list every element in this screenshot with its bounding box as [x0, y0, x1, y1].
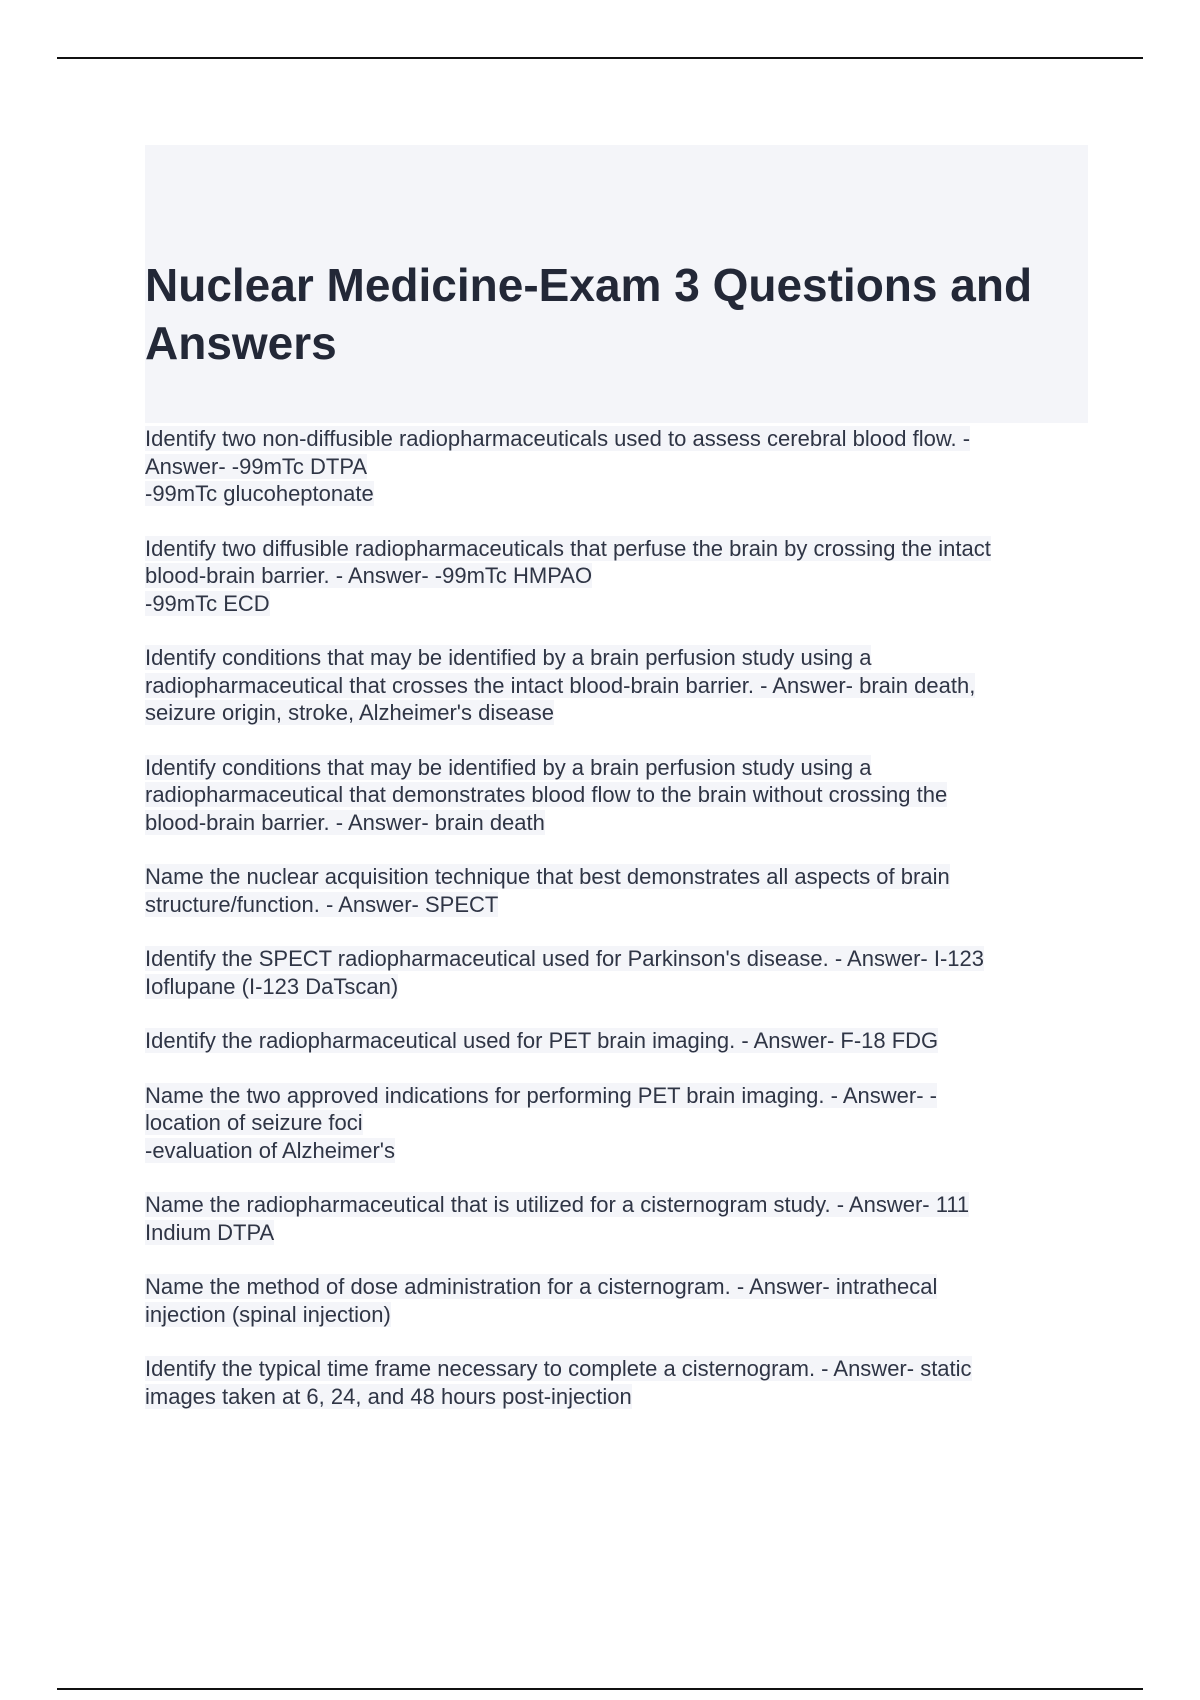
qa-line: Identify two diffusible radiopharmaceuticals that perfuse the brain by crossing the intact [145, 535, 991, 561]
qa-item [145, 863, 1085, 918]
qa-item [145, 1191, 1085, 1246]
top-rule [57, 57, 1143, 59]
qa-item [145, 535, 1085, 618]
title-block [145, 145, 1088, 423]
qa-line: Ioflupane (I-123 DaTscan) [145, 973, 399, 999]
qa-item [145, 945, 1085, 1000]
qa-line: seizure origin, stroke, Alzheimer's disease [145, 700, 554, 725]
qa-line: Name the two approved indications for performing PET brain imaging. - Answer- - [145, 1082, 937, 1108]
qa-list [145, 425, 1085, 1410]
qa-line: structure/function. - Answer- SPECT [145, 891, 499, 917]
qa-item [145, 1273, 1085, 1328]
qa-line: Name the method of dose administration for a cisternogram. - Answer- intrathecal [145, 1274, 938, 1299]
qa-line: Identify the SPECT radiopharmaceutical used for Parkinson's disease. - Answer- I-123 [145, 946, 984, 971]
qa-item [145, 644, 1085, 727]
qa-line: Identify conditions that may be identified by a brain perfusion study using a [145, 645, 872, 670]
qa-line: images taken at 6, 24, and 48 hours post-injection [145, 1383, 632, 1409]
qa-line: blood-brain barrier. - Answer- brain death [145, 809, 545, 835]
qa-line: Indium DTPA [145, 1219, 275, 1245]
qa-item [145, 1082, 1085, 1165]
qa-line: -99mTc glucoheptonate [145, 481, 374, 506]
qa-line: Name the radiopharmaceutical that is utilized for a cisternogram study. - Answer- 111 [145, 1192, 970, 1217]
qa-item [145, 754, 1085, 837]
qa-line: Answer- -99mTc DTPA [145, 453, 368, 479]
qa-line: Identify the radiopharmaceutical used for PET brain imaging. - Answer- F-18 FDG [145, 1028, 939, 1053]
qa-line: -99mTc ECD [145, 590, 270, 616]
qa-line: location of seizure foci [145, 1110, 363, 1135]
qa-line: Name the nuclear acquisition technique that best demonstrates all aspects of brain [145, 864, 950, 889]
qa-item [145, 1355, 1085, 1410]
qa-line: Identify two non-diffusible radiopharmaceuticals used to assess cerebral blood flow. - [145, 426, 971, 451]
qa-line: Identify conditions that may be identified by a brain perfusion study using a [145, 754, 872, 780]
document-title: Nuclear Medicine-Exam 3 Questions and Answers [145, 259, 1033, 369]
bottom-rule [57, 1688, 1143, 1690]
qa-line: injection (spinal injection) [145, 1301, 391, 1327]
qa-line: radiopharmaceutical that crosses the intact blood-brain barrier. - Answer- brain death, [145, 672, 976, 698]
qa-line: radiopharmaceutical that demonstrates blood flow to the brain without crossing the [145, 782, 948, 807]
qa-line: blood-brain barrier. - Answer- -99mTc HMPAO [145, 563, 593, 588]
qa-line: Identify the typical time frame necessary to complete a cisternogram. - Answer- static [145, 1356, 972, 1381]
qa-item [145, 425, 1085, 508]
qa-line: -evaluation of Alzheimer's [145, 1137, 395, 1163]
qa-item [145, 1027, 1085, 1055]
